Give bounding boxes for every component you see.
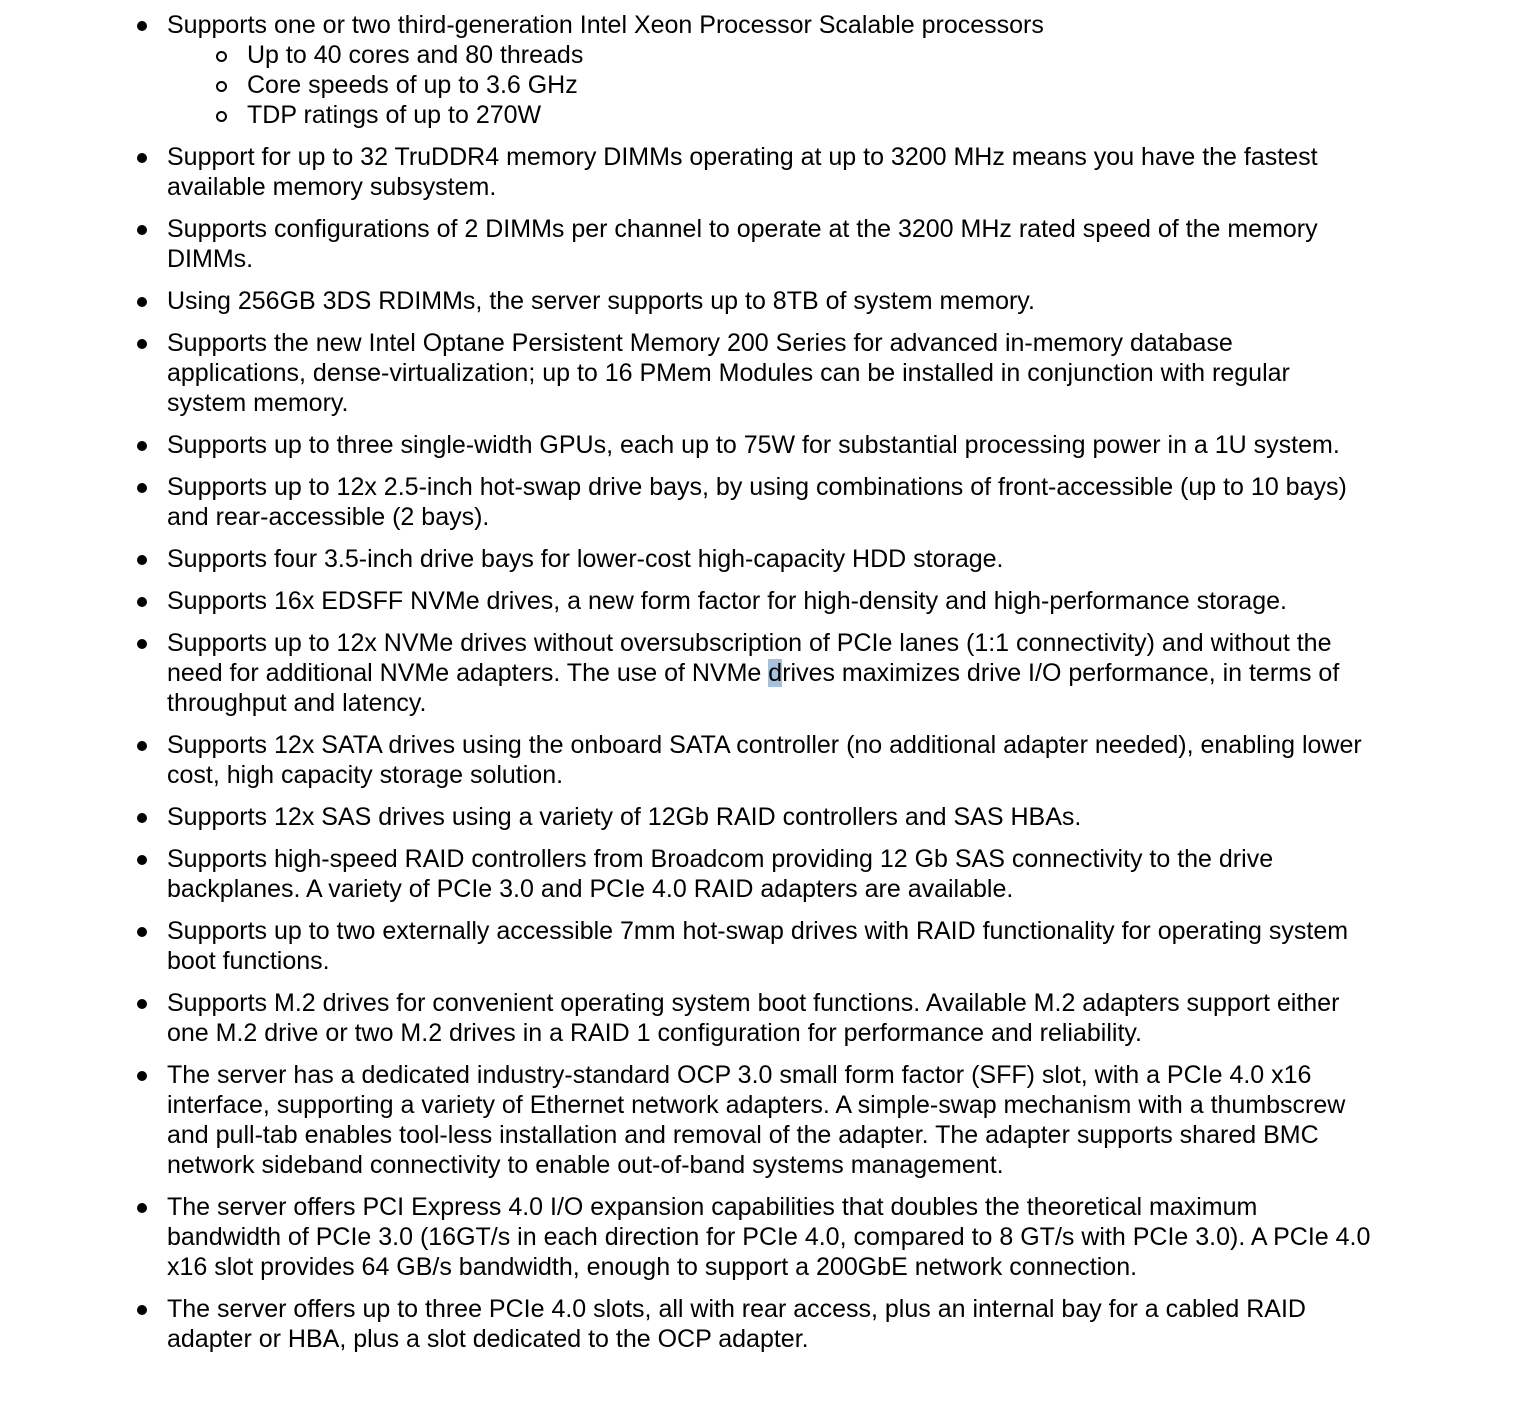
- list-item-text: The server offers PCI Express 4.0 I/O expansion capabilities that doubles the theoretical maximum bandwidth of PCIe 3.0 (16GT/s in each direction for PCIe 4.0, compared to 8 GT/s with PCIe 3.0). A PCIe 4.0 x16 slot provides 64 GB/s bandwidth, enough to support a 200GbE network connection.: [167, 1193, 1371, 1281]
- list-item-text: The server offers up to three PCIe 4.0 slots, all with rear access, plus an internal bay for a cabled RAID adapter or HBA, plus a slot dedicated to the OCP adapter.: [167, 1295, 1306, 1353]
- list-item-text: Supports 12x SATA drives using the onboard SATA controller (no additional adapter needed), enabling lower cost, high capacity storage solution.: [167, 731, 1362, 789]
- list-item-text: Supports four 3.5-inch drive bays for lower-cost high-capacity HDD storage.: [167, 545, 1004, 573]
- list-item-text: Supports up to two externally accessible 7mm hot-swap drives with RAID functionality for operating system boot functions.: [167, 917, 1349, 975]
- bullet-icon: [137, 225, 147, 235]
- list-item-text: Supports 16x EDSFF NVMe drives, a new form factor for high-density and high-performance storage.: [167, 587, 1287, 615]
- bullet-icon: [137, 813, 147, 823]
- list-item: [0, 628, 1522, 718]
- text-segment: Supports up to 12x NVMe drives without oversubscription of PCIe lanes (1:1 connectivity) and without the need for additional NVMe adapters. The use of NVMe: [167, 629, 1332, 687]
- document-page: [0, 10, 1522, 1366]
- bullet-icon: [137, 21, 147, 31]
- list-item-text: Supports the new Intel Optane Persistent Memory 200 Series for advanced in-memory database applications, dense-virtualization; up to 16 PMem Modules can be installed in conjunction with regular system memory.: [167, 329, 1290, 417]
- list-item: [0, 730, 1522, 790]
- sub-list-item-text: Core speeds of up to 3.6 GHz: [247, 71, 578, 99]
- list-item: [0, 328, 1522, 418]
- bullet-icon: [137, 927, 147, 937]
- list-item-text: Supports M.2 drives for convenient operating system boot functions. Available M.2 adapters support either one M.2 drive or two M.2 drives in a RAID 1 configuration for performance and reliability.: [167, 989, 1340, 1047]
- list-item-text: Supports up to three single-width GPUs, each up to 75W for substantial processing power in a 1U system.: [167, 431, 1340, 459]
- bullet-icon: [137, 855, 147, 865]
- bullet-icon: [137, 441, 147, 451]
- list-item-text: Support for up to 32 TruDDR4 memory DIMMs operating at up to 3200 MHz means you have the fastest available memory subsystem.: [167, 143, 1318, 201]
- list-item: [0, 544, 1522, 574]
- list-item: [0, 286, 1522, 316]
- bullet-icon: [137, 153, 147, 163]
- list-item: [0, 472, 1522, 532]
- list-item: [0, 1060, 1522, 1180]
- list-item-text: Supports high-speed RAID controllers from Broadcom providing 12 Gb SAS connectivity to the drive backplanes. A variety of PCIe 3.0 and PCIe 4.0 RAID adapters are available.: [167, 845, 1274, 903]
- sub-list: [167, 40, 1372, 130]
- list-item-text: Supports configurations of 2 DIMMs per channel to operate at the 3200 MHz rated speed of the memory DIMMs.: [167, 215, 1318, 273]
- bullet-icon: [137, 1203, 147, 1213]
- list-item: [0, 142, 1522, 202]
- sub-list-item-text: TDP ratings of up to 270W: [247, 101, 542, 129]
- list-item: [0, 214, 1522, 274]
- sub-list-item: [167, 40, 1372, 70]
- sub-list-item: [167, 70, 1372, 100]
- list-item: [0, 988, 1522, 1048]
- text-selection[interactable]: d: [768, 659, 783, 687]
- bullet-icon: [137, 1071, 147, 1081]
- bullet-icon: [137, 483, 147, 493]
- bullet-icon: [137, 741, 147, 751]
- list-item: [0, 10, 1522, 130]
- bullet-icon: [137, 597, 147, 607]
- bullet-icon: [137, 1305, 147, 1315]
- list-item-text: Supports 12x SAS drives using a variety of 12Gb RAID controllers and SAS HBAs.: [167, 803, 1082, 831]
- text-segment: rives maximizes drive I/O performance, in terms of throughput and latency.: [167, 659, 1340, 717]
- list-item: [0, 1192, 1522, 1282]
- list-item-text: The server has a dedicated industry-standard OCP 3.0 small form factor (SFF) slot, with a PCIe 4.0 x16 interface, supporting a variety of Ethernet network adapters. A simple-swap mechanism with a thumbscrew and pull-tab enables tool-less installation and removal of the adapter. The adapter supports shared BMC network sideband connectivity to enable out-of-band systems management.: [167, 1061, 1346, 1179]
- list-item: [0, 844, 1522, 904]
- list-item: [0, 586, 1522, 616]
- list-item-text: Using 256GB 3DS RDIMMs, the server supports up to 8TB of system memory.: [167, 287, 1035, 315]
- bullet-icon: [137, 555, 147, 565]
- list-item: [0, 430, 1522, 460]
- hollow-bullet-icon: [216, 51, 227, 62]
- bullet-icon: [137, 297, 147, 307]
- list-item: [0, 916, 1522, 976]
- list-item-text: Supports one or two third-generation Intel Xeon Processor Scalable processors: [167, 11, 1044, 39]
- list-item: [0, 802, 1522, 832]
- bullet-icon: [137, 999, 147, 1009]
- bullet-icon: [137, 339, 147, 349]
- sub-list-item: [167, 100, 1372, 130]
- hollow-bullet-icon: [216, 81, 227, 92]
- list-item-text: Supports up to 12x 2.5-inch hot-swap drive bays, by using combinations of front-accessible (up to 10 bays) and rear-accessible (2 bays).: [167, 473, 1347, 531]
- feature-list: [0, 10, 1522, 1354]
- sub-list-item-text: Up to 40 cores and 80 threads: [247, 41, 584, 69]
- list-item-text[interactable]: [167, 629, 1339, 717]
- hollow-bullet-icon: [216, 111, 227, 122]
- bullet-icon: [137, 639, 147, 649]
- list-item: [0, 1294, 1522, 1354]
